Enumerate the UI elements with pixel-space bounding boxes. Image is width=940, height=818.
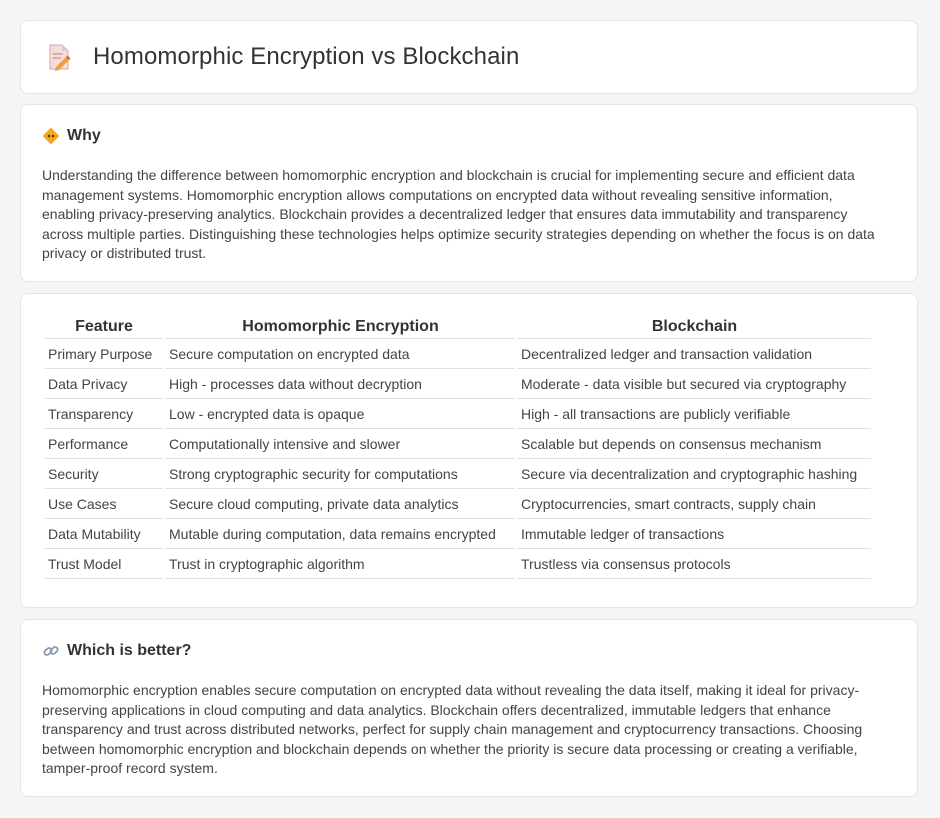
blockchain-cell: High - all transactions are publicly verifiable <box>518 399 871 429</box>
table-row <box>45 369 871 399</box>
better-heading: Which is better? <box>67 642 192 659</box>
homomorphic-cell: Secure computation on encrypted data <box>166 339 515 369</box>
link-icon <box>42 642 60 660</box>
table-row <box>45 399 871 429</box>
why-heading: Why <box>67 127 101 144</box>
why-section <box>20 104 918 282</box>
page-title: Homomorphic Encryption vs Blockchain <box>93 43 520 70</box>
feature-cell: Use Cases <box>45 489 163 519</box>
homomorphic-cell: Secure cloud computing, private data analytics <box>166 489 515 519</box>
blockchain-cell: Scalable but depends on consensus mechanism <box>518 429 871 459</box>
blockchain-cell: Moderate - data visible but secured via cryptography <box>518 369 871 399</box>
table-row <box>45 549 871 579</box>
table-header-row <box>45 316 871 339</box>
homomorphic-cell: Computationally intensive and slower <box>166 429 515 459</box>
feature-cell: Security <box>45 459 163 489</box>
homomorphic-cell: Strong cryptographic security for computations <box>166 459 515 489</box>
blockchain-cell: Immutable ledger of transactions <box>518 519 871 549</box>
blockchain-cell: Secure via decentralization and cryptographic hashing <box>518 459 871 489</box>
feature-cell: Performance <box>45 429 163 459</box>
table-row <box>45 429 871 459</box>
feature-cell: Primary Purpose <box>45 339 163 369</box>
better-text: Homomorphic encryption enables secure computation on encrypted data without revealing the data itself, making it ideal for privacy-preserving applications in cloud computing and data analytics. Blockchain offers decentralized, immutable ledgers that enhance transparency and trust across distributed networks, perfect for supply chain management and cryptocurrency transactions. Choosing between homomorphic encryption and blockchain depends on whether the priority is secure data processing or creating a verifiable, tamper-proof record system. <box>42 682 863 777</box>
table-row <box>45 519 871 549</box>
column-header-homomorphic: Homomorphic Encryption <box>166 316 515 339</box>
feature-cell: Transparency <box>45 399 163 429</box>
table-row <box>45 459 871 489</box>
column-header-feature: Feature <box>45 316 163 339</box>
feature-cell: Trust Model <box>45 549 163 579</box>
blockchain-cell: Trustless via consensus protocols <box>518 549 871 579</box>
why-text: Understanding the difference between homomorphic encryption and blockchain is crucial for implementing secure and efficient data management systems. Homomorphic encryption allows computations on encrypted data without revealing sensitive information, enabling privacy-preserving analytics. Blockchain provides a decentralized ledger that ensures data immutability and transparency across multiple parties. Distinguishing these technologies helps optimize security strategies depending on whether the focus is on data privacy or distributed trust. <box>42 167 875 262</box>
header-card <box>20 20 918 94</box>
comparison-table-card <box>20 293 918 608</box>
table-row <box>45 339 871 369</box>
which-is-better-section <box>20 619 918 797</box>
homomorphic-cell: Low - encrypted data is opaque <box>166 399 515 429</box>
homomorphic-cell: High - processes data without decryption <box>166 369 515 399</box>
feature-cell: Data Privacy <box>45 369 163 399</box>
homomorphic-cell: Mutable during computation, data remains encrypted <box>166 519 515 549</box>
column-header-blockchain: Blockchain <box>518 316 871 339</box>
table-row <box>45 489 871 519</box>
homomorphic-cell: Trust in cryptographic algorithm <box>166 549 515 579</box>
blockchain-cell: Cryptocurrencies, smart contracts, supply chain <box>518 489 871 519</box>
blockchain-cell: Decentralized ledger and transaction validation <box>518 339 871 369</box>
comparison-table <box>42 316 874 579</box>
feature-cell: Data Mutability <box>45 519 163 549</box>
document-pencil-icon <box>47 43 71 71</box>
diamond-sign-icon <box>42 127 60 145</box>
